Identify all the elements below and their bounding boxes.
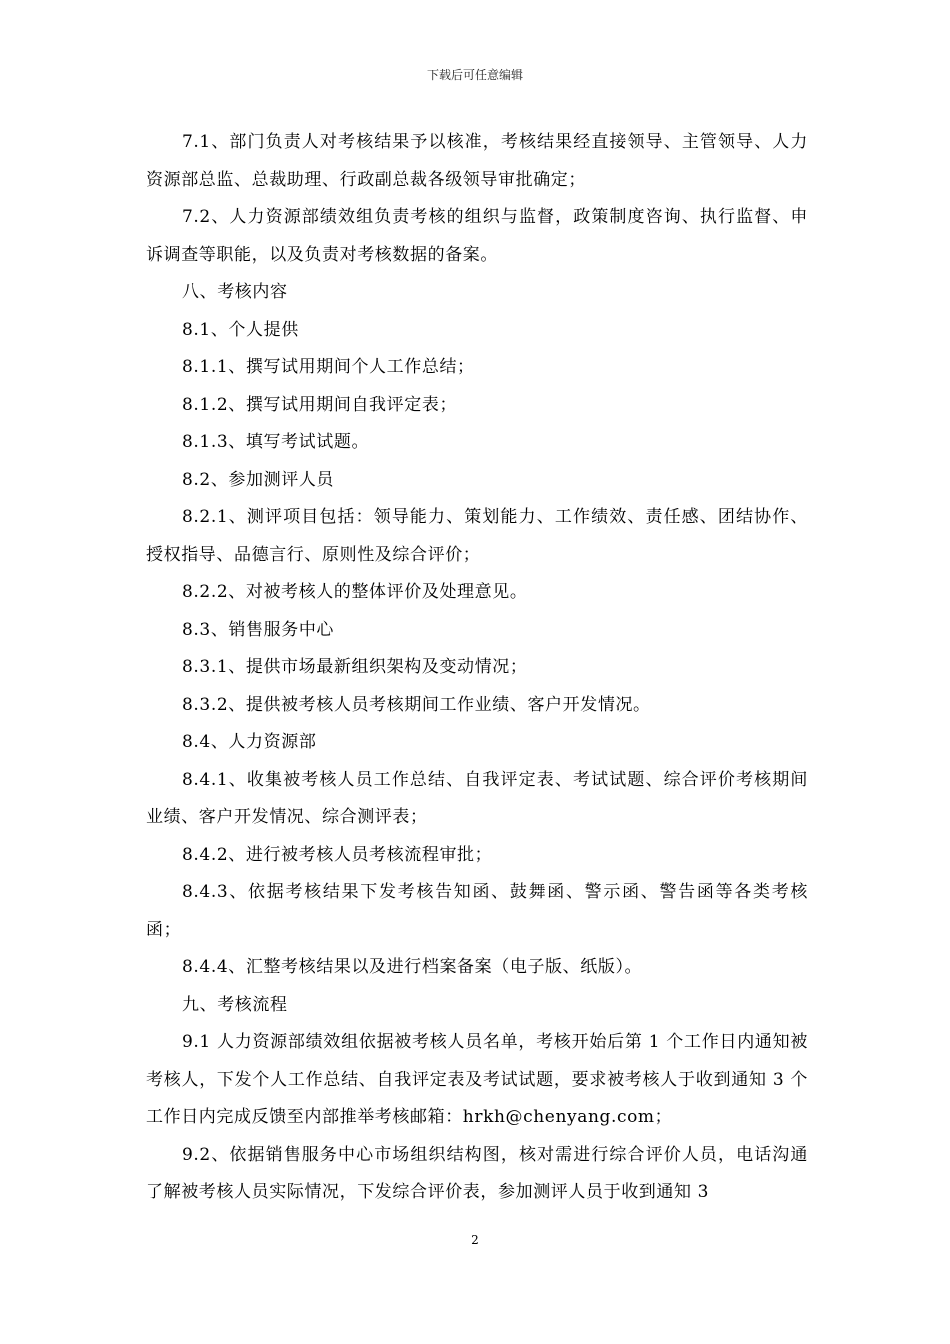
paragraph-8-3-1: 8.3.1、提供市场最新组织架构及变动情况； <box>182 657 528 677</box>
paragraph-8-4: 8.4、人力资源部 <box>182 732 317 752</box>
paragraph-8-2-1: 8.2.1、测评项目包括：领导能力、策划能力、工作绩效、责任感、团结协作、授权指导、品德言行、原则性及综合评价； <box>146 507 808 565</box>
paragraph-8-1-1: 8.1.1、撰写试用期间个人工作总结； <box>182 357 475 377</box>
document-body <box>146 124 808 1212</box>
paragraph-8-1-2: 8.1.2、撰写试用期间自我评定表； <box>182 394 458 415</box>
paragraph-8-3-2: 8.3.2、提供被考核人员考核期间工作业绩、客户开发情况。 <box>182 694 651 715</box>
paragraph-8-2-2: 8.2.2、对被考核人的整体评价及处理意见。 <box>182 582 528 602</box>
paragraph-8-1: 8.1、个人提供 <box>182 319 299 340</box>
paragraph-9-2: 9.2、依据销售服务中心市场组织结构图，核对需进行综合评价人员，电话沟通了解被考核人员实际情况，下发综合评价表，参加测评人员于收到通知 3 <box>146 1144 808 1202</box>
paragraph-8-3: 8.3、销售服务中心 <box>182 619 335 640</box>
paragraph-8-4-4: 8.4.4、汇整考核结果以及进行档案备案（电子版、纸版）。 <box>182 957 643 977</box>
section-heading-9: 九、考核流程 <box>182 994 288 1015</box>
paragraph-8-1-3: 8.1.3、填写考试试题。 <box>182 432 370 452</box>
page-header: 下载后可任意编辑 <box>426 68 523 82</box>
paragraph-9-1: 9.1 人力资源部绩效组依据被考核人员名单，考核开始后第 1 个工作日内通知被考核人，下发个人工作总结、自我评定表及考试试题，要求被考核人于收到通知 3 个工作日内完成反馈至内部推举考核邮箱：hrkh@chenyang.com； <box>146 1032 808 1127</box>
paragraph-8-4-1: 8.4.1、收集被考核人员工作总结、自我评定表、考试试题、综合评价考核期间业绩、客户开发情况、综合测评表； <box>146 769 808 827</box>
section-heading-8: 八、考核内容 <box>182 282 288 302</box>
paragraph-8-4-2: 8.4.2、进行被考核人员考核流程审批； <box>182 844 493 865</box>
page-number: 2 <box>471 1233 479 1247</box>
paragraph-8-2: 8.2、参加测评人员 <box>182 469 335 490</box>
paragraph-7-1: 7.1、部门负责人对考核结果予以核准，考核结果经直接领导、主管领导、人力资源部总监、总裁助理、行政副总裁各级领导审批确定； <box>146 132 808 190</box>
paragraph-7-2: 7.2、人力资源部绩效组负责考核的组织与监督，政策制度咨询、执行监督、申诉调查等职能，以及负责对考核数据的备案。 <box>146 207 808 265</box>
paragraph-8-4-3: 8.4.3、依据考核结果下发考核告知函、鼓舞函、警示函、警告函等各类考核函； <box>146 882 808 940</box>
